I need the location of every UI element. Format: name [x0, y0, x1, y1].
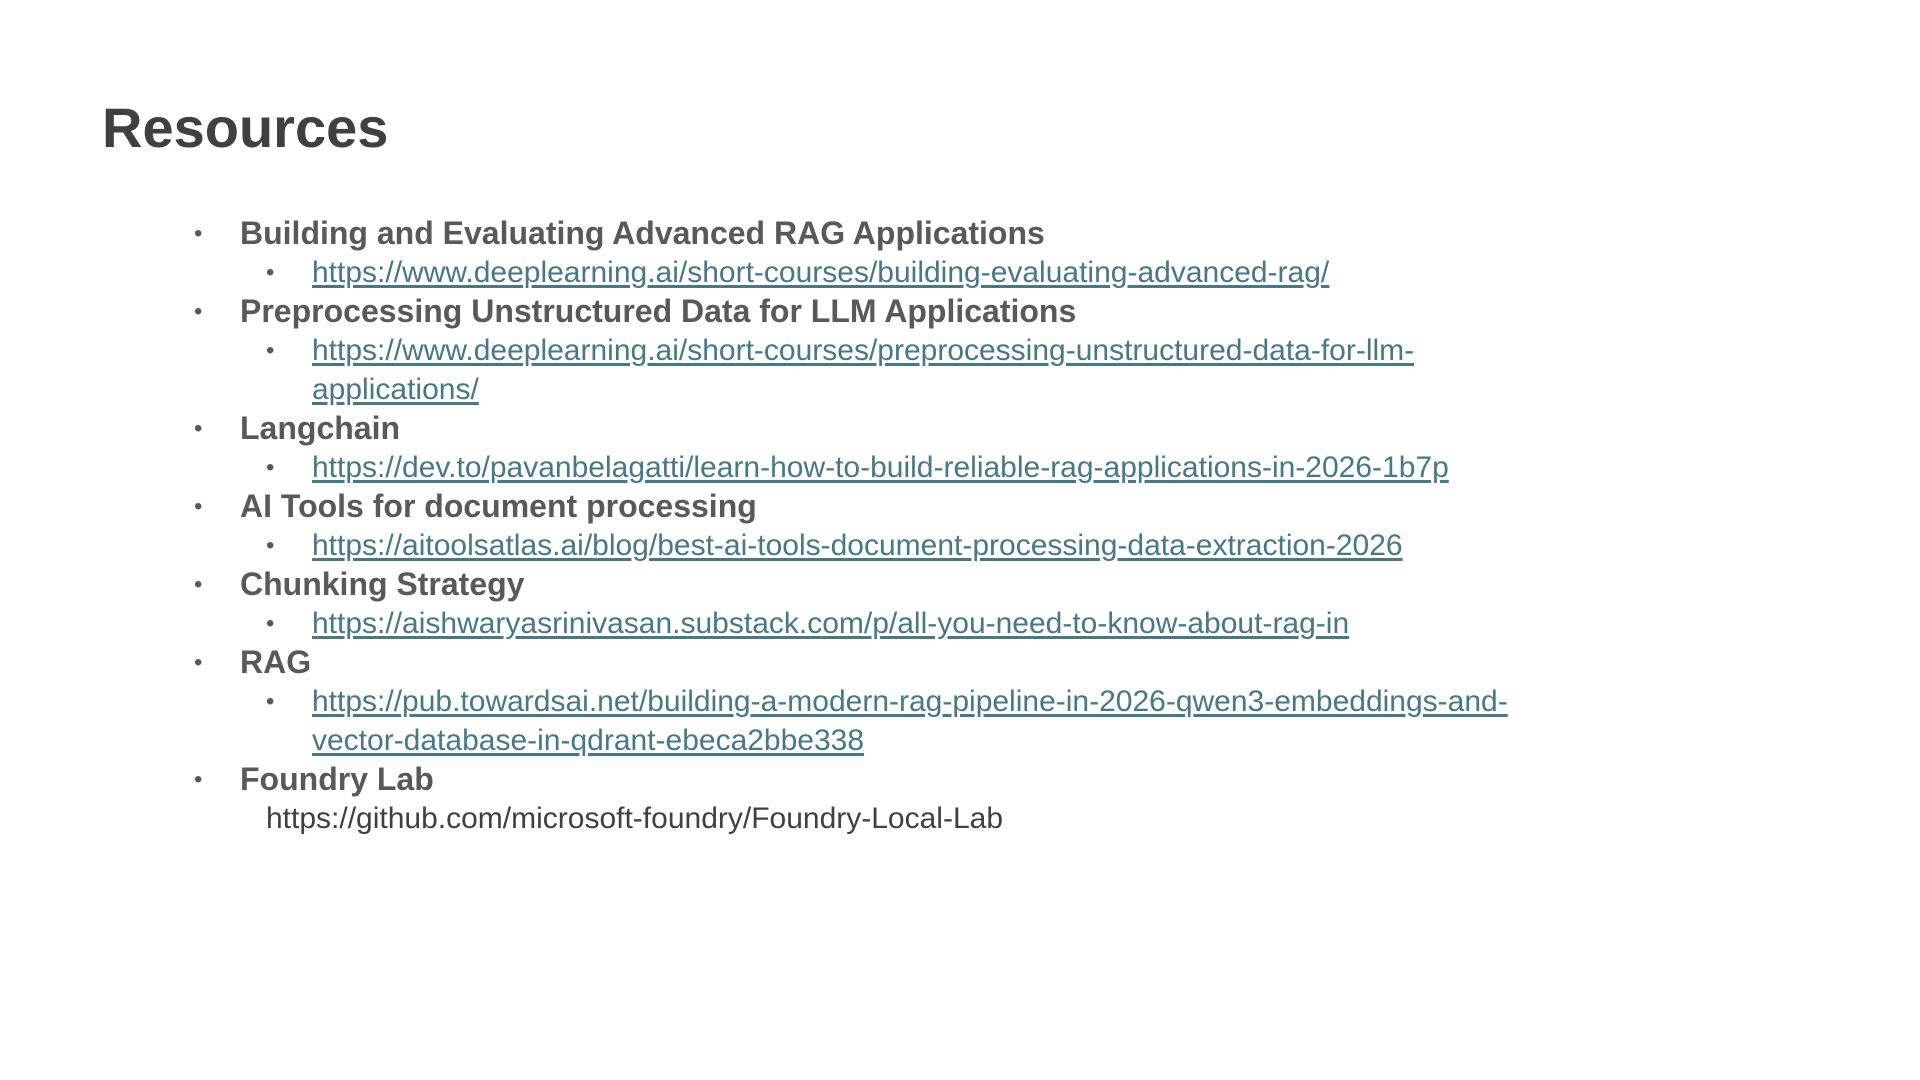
resource-title: AI Tools for document processing: [240, 488, 757, 524]
resource-item-preprocessing-course: [194, 292, 1594, 409]
resource-title: Building and Evaluating Advanced RAG Applications: [240, 215, 1045, 251]
resource-link-item: [240, 253, 1594, 292]
resource-item-rag-course: [194, 214, 1594, 292]
resource-title: Preprocessing Unstructured Data for LLM Applications: [240, 293, 1077, 329]
resource-title: Chunking Strategy: [240, 566, 525, 602]
bullet-icon: •: [266, 454, 275, 481]
bullet-icon: •: [194, 415, 203, 442]
resource-item-ai-tools: [194, 487, 1594, 565]
resource-title: Foundry Lab: [240, 761, 434, 797]
resource-links: [240, 682, 1594, 760]
resource-title: Langchain: [240, 410, 401, 446]
bullet-icon: •: [266, 610, 275, 637]
resource-list: [194, 214, 1594, 838]
bullet-icon: •: [194, 571, 203, 598]
resource-link[interactable]: https://aitoolsatlas.ai/blog/best-ai-tools-document-processing-data-extraction-2026: [312, 529, 1403, 562]
resource-links: [240, 526, 1594, 565]
resource-link[interactable]: https://www.deeplearning.ai/short-courses/building-evaluating-advanced-rag/: [312, 256, 1330, 289]
resource-link[interactable]: https://dev.to/pavanbelagatti/learn-how-to-build-reliable-rag-applications-in-2026-1b7p: [312, 451, 1449, 484]
resource-item-chunking: [194, 565, 1594, 643]
resource-link-item: [240, 448, 1594, 487]
bullet-icon: •: [266, 688, 275, 715]
bullet-icon: •: [194, 220, 203, 247]
bullet-icon: •: [194, 298, 203, 325]
resource-link-item: [240, 604, 1594, 643]
bullet-icon: •: [266, 532, 275, 559]
resource-item-foundry-lab: [194, 760, 1594, 838]
resource-links: [240, 604, 1594, 643]
resource-link-item: [240, 682, 1594, 760]
resource-links: [240, 448, 1594, 487]
bullet-icon: •: [266, 259, 275, 286]
resource-link[interactable]: https://www.deeplearning.ai/short-courses/preprocessing-unstructured-data-for-llm-applications/: [312, 334, 1415, 406]
resource-link[interactable]: https://pub.towardsai.net/building-a-modern-rag-pipeline-in-2026-qwen3-embeddings-and-vector-database-in-qdrant-ebeca2bbe338: [312, 685, 1508, 757]
resource-link-item: [240, 526, 1594, 565]
resource-item-rag: [194, 643, 1594, 760]
bullet-icon: •: [266, 337, 275, 364]
bullet-icon: •: [194, 493, 203, 520]
slide-title: Resources: [102, 96, 389, 159]
resource-links: [240, 253, 1594, 292]
resource-item-langchain: [194, 409, 1594, 487]
resource-link-item: [240, 331, 1594, 409]
resource-title: RAG: [240, 644, 312, 680]
bullet-icon: •: [194, 766, 203, 793]
bullet-icon: •: [194, 649, 203, 676]
resource-link[interactable]: https://aishwaryasrinivasan.substack.com/p/all-you-need-to-know-about-rag-in: [312, 607, 1350, 640]
resource-url-text: https://github.com/microsoft-foundry/Foundry-Local-Lab: [266, 802, 1004, 835]
resource-links: [240, 331, 1594, 409]
